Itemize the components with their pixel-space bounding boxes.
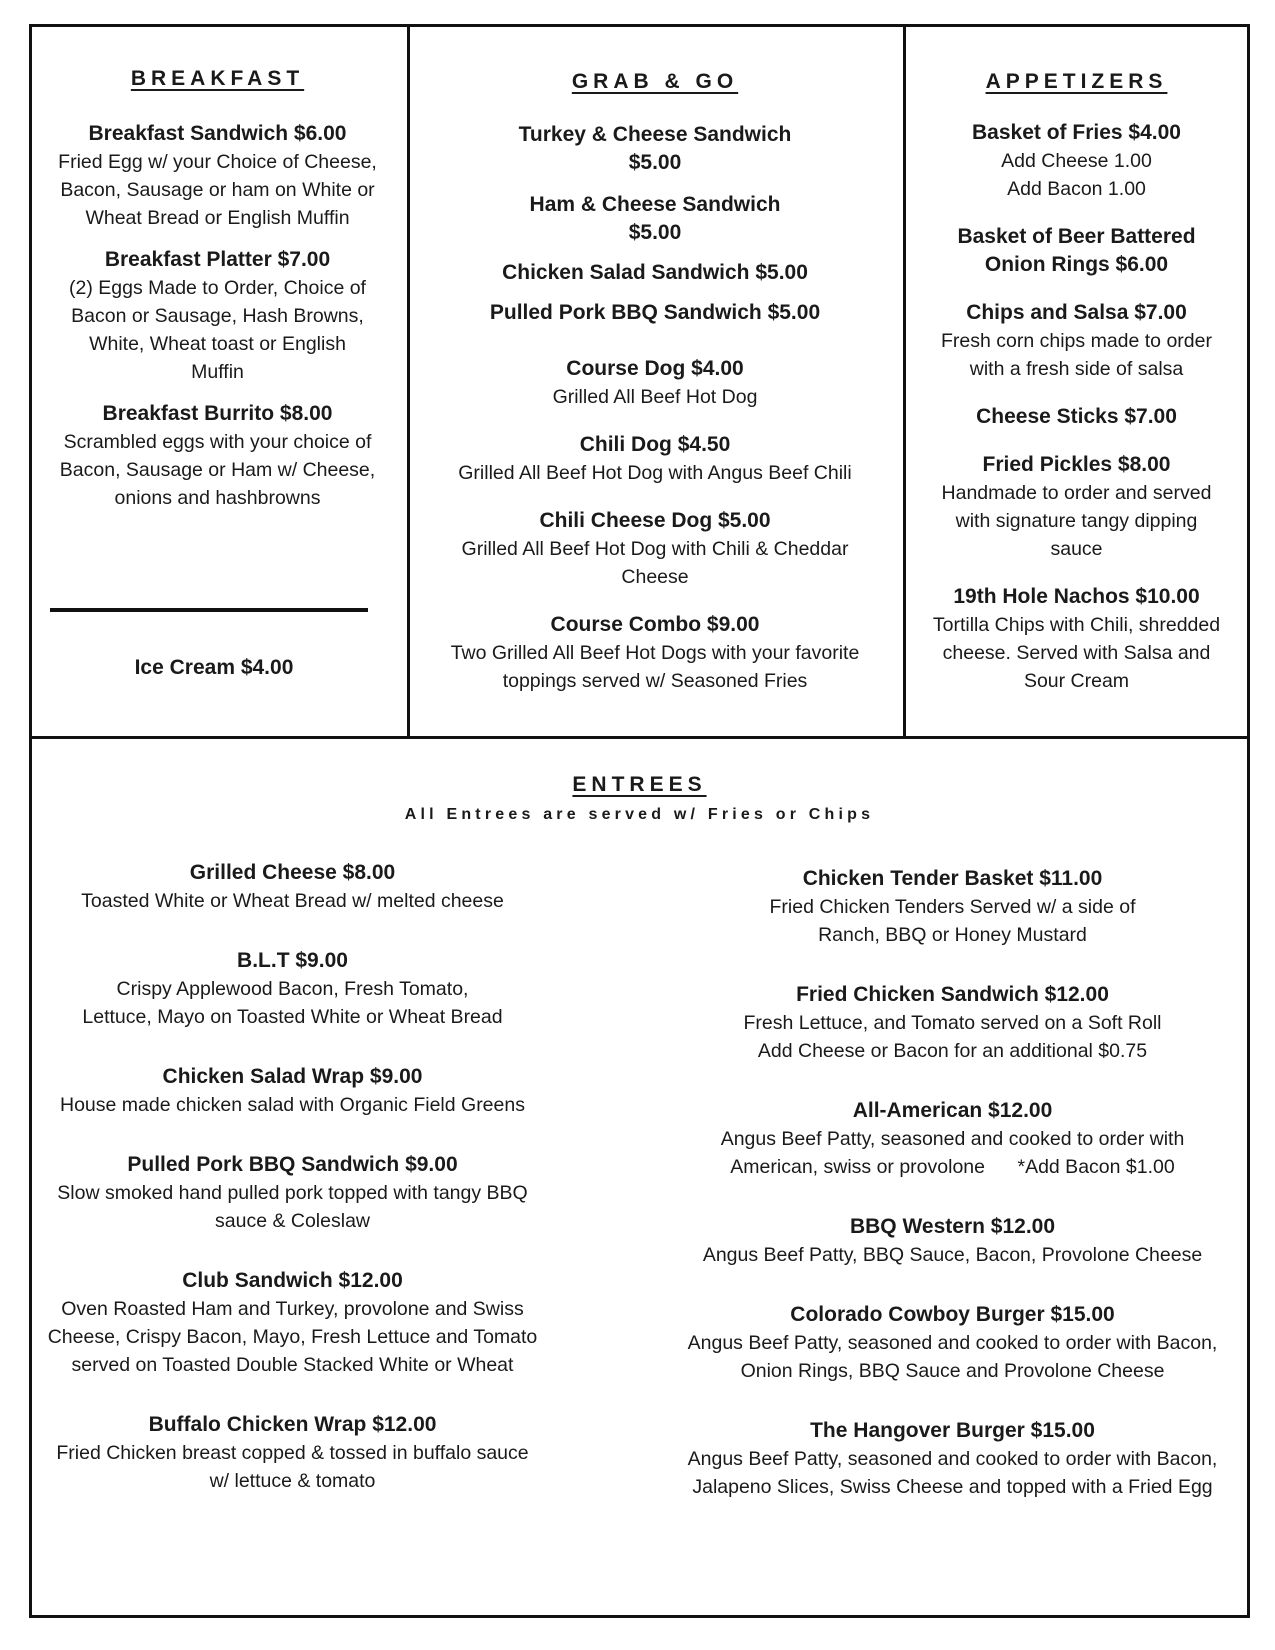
- item-name: 19th Hole Nachos $10.00: [953, 585, 1200, 608]
- grab-and-go-heading: GRAB & GO: [571, 70, 739, 93]
- menu-item: [660, 1213, 1245, 1269]
- item-desc-line: Jalapeno Slices, Swiss Cheese and topped with a Fried Egg: [692, 1476, 1213, 1498]
- item-name: The Hangover Burger $15.00: [810, 1419, 1095, 1442]
- item-desc-line: Wheat Bread or English Muffin: [85, 207, 350, 229]
- item-desc-line: Oven Roasted Ham and Turkey, provolone and Swiss: [61, 1298, 524, 1320]
- item-name: Chicken Salad Sandwich $5.00: [502, 261, 808, 284]
- item-desc-line: sauce & Coleslaw: [215, 1210, 370, 1232]
- item-desc-line: (2) Eggs Made to Order, Choice of: [69, 277, 366, 299]
- item-name: Buffalo Chicken Wrap $12.00: [148, 1413, 437, 1436]
- item-name: Course Dog $4.00: [566, 357, 744, 380]
- column-divider-right: [903, 24, 906, 739]
- item-desc-line: with a fresh side of salsa: [969, 358, 1184, 380]
- item-desc-line: Angus Beef Patty, seasoned and cooked to order with: [720, 1128, 1185, 1150]
- item-desc-line: Fried Egg w/ your Choice of Cheese,: [58, 151, 377, 173]
- item-desc-line: Lettuce, Mayo on Toasted White or Wheat Bread: [82, 1006, 503, 1028]
- item-name: Cheese Sticks $7.00: [976, 405, 1177, 428]
- menu-item: [413, 299, 897, 327]
- item-name: All-American $12.00: [852, 1099, 1053, 1122]
- item-desc-line: onions and hashbrowns: [114, 487, 321, 509]
- menu-item: [413, 121, 897, 177]
- item-desc-line: cheese. Served with Salsa and: [942, 642, 1211, 664]
- item-name: Chips and Salsa $7.00: [966, 301, 1187, 324]
- item-name: Grilled Cheese $8.00: [189, 861, 396, 884]
- menu-item: [35, 1151, 550, 1235]
- item-desc-line: Toasted White or Wheat Bread w/ melted cheese: [81, 890, 504, 912]
- item-desc-line: toppings served w/ Seasoned Fries: [502, 670, 808, 692]
- item-name: Chili Dog $4.50: [579, 433, 731, 456]
- ice-cream-item: Ice Cream $4.00: [134, 656, 294, 679]
- appetizers-heading: APPETIZERS: [985, 70, 1168, 93]
- item-desc-line: Add Cheese or Bacon for an additional $0.75: [757, 1040, 1148, 1062]
- item-price: $5.00: [628, 151, 682, 174]
- item-desc-line: Tortilla Chips with Chili, shredded: [932, 614, 1221, 636]
- menu-item: [660, 1301, 1245, 1385]
- entrees-heading: ENTREES: [572, 773, 707, 796]
- item-name: Ham & Cheese Sandwich: [529, 193, 781, 216]
- menu-item: [413, 191, 897, 247]
- menu-item: [413, 507, 897, 591]
- menu-item: [35, 1267, 550, 1379]
- entrees-header: [29, 772, 1250, 826]
- entrees-right-column: [660, 865, 1245, 1533]
- item-name: Colorado Cowboy Burger $15.00: [790, 1303, 1115, 1326]
- item-desc-line: Angus Beef Patty, BBQ Sauce, Bacon, Provolone Cheese: [702, 1244, 1203, 1266]
- menu-item: [35, 859, 550, 915]
- menu-item: [660, 1097, 1245, 1181]
- menu-item: [35, 400, 400, 512]
- item-desc-line: Muffin: [191, 361, 244, 383]
- menu-item: [660, 1417, 1245, 1501]
- item-desc-line: w/ lettuce & tomato: [209, 1470, 376, 1492]
- menu-item: [909, 299, 1244, 383]
- item-desc-line: Add Bacon 1.00: [1007, 178, 1146, 200]
- menu-item: [413, 431, 897, 487]
- item-desc-line: Fresh Lettuce, and Tomato served on a Soft Roll: [743, 1012, 1162, 1034]
- item-desc-line: Handmade to order and served: [941, 482, 1212, 504]
- item-name: Breakfast Platter $7.00: [104, 248, 331, 271]
- breakfast-section: [35, 66, 400, 526]
- item-name: Fried Pickles $8.00: [982, 453, 1171, 476]
- item-desc-line: Ranch, BBQ or Honey Mustard: [818, 924, 1087, 946]
- menu-item: [35, 120, 400, 232]
- grab-and-go-section: [413, 69, 897, 709]
- item-desc-line: Angus Beef Patty, seasoned and cooked to order with Bacon,: [687, 1448, 1218, 1470]
- item-desc-line: White, Wheat toast or English: [89, 333, 346, 355]
- menu-item: [35, 1411, 550, 1495]
- item-name: Breakfast Burrito $8.00: [102, 402, 333, 425]
- item-desc-line: Slow smoked hand pulled pork topped with tangy BBQ: [57, 1182, 528, 1204]
- item-name: Basket of Fries $4.00: [972, 121, 1181, 144]
- item-desc-line: Angus Beef Patty, seasoned and cooked to order with Bacon,: [687, 1332, 1218, 1354]
- item-desc-line: Grilled All Beef Hot Dog with Chili & Cheddar: [461, 538, 849, 560]
- item-name: Turkey & Cheese Sandwich: [518, 123, 792, 146]
- item-desc-line: Onion Rings, BBQ Sauce and Provolone Cheese: [740, 1360, 1165, 1382]
- item-desc-line: Bacon, Sausage or ham on White or: [60, 179, 375, 201]
- item-name: Basket of Beer Battered: [957, 225, 1196, 248]
- item-name: Course Combo $9.00: [550, 613, 760, 636]
- menu-item: [909, 403, 1244, 431]
- item-desc-line: Bacon, Sausage or Ham w/ Cheese,: [59, 459, 376, 481]
- item-desc-line: Sour Cream: [1023, 670, 1130, 692]
- item-name: Pulled Pork BBQ Sandwich $9.00: [127, 1153, 458, 1176]
- item-desc-line: served on Toasted Double Stacked White or Wheat: [71, 1354, 514, 1376]
- item-desc-line: House made chicken salad with Organic Field Greens: [60, 1094, 525, 1116]
- item-desc-line: Fried Chicken Tenders Served w/ a side of: [769, 896, 1136, 918]
- menu-item: [413, 355, 897, 411]
- entrees-left-column: [35, 859, 550, 1527]
- item-name: Chili Cheese Dog $5.00: [539, 509, 771, 532]
- item-desc-line: Cheese, Crispy Bacon, Mayo, Fresh Lettuce and Tomato: [47, 1326, 538, 1348]
- menu-item: [35, 1063, 550, 1119]
- menu-item: [35, 947, 550, 1031]
- item-price: $5.00: [628, 221, 682, 244]
- item-desc-line: Crispy Applewood Bacon, Fresh Tomato,: [116, 978, 469, 1000]
- breakfast-heading: BREAKFAST: [130, 67, 305, 90]
- breakfast-divider: [50, 608, 368, 612]
- menu-item: [35, 246, 400, 386]
- menu-item: [909, 119, 1244, 203]
- item-desc-line: Add Cheese 1.00: [1001, 150, 1152, 172]
- entrees-subheading: All Entrees are served w/ Fries or Chips: [404, 806, 875, 823]
- item-name: Chicken Tender Basket $11.00: [802, 867, 1103, 890]
- item-desc-line: Fried Chicken breast copped & tossed in buffalo sauce: [56, 1442, 529, 1464]
- item-desc-line: Cheese: [621, 566, 689, 588]
- item-desc-line: Two Grilled All Beef Hot Dogs with your favorite: [450, 642, 860, 664]
- menu-item: [909, 223, 1244, 279]
- column-divider-left: [407, 24, 410, 739]
- item-name: Breakfast Sandwich $6.00: [88, 122, 347, 145]
- item-name: Chicken Salad Wrap $9.00: [162, 1065, 423, 1088]
- item-name: Pulled Pork BBQ Sandwich $5.00: [489, 301, 821, 324]
- item-desc-line: with signature tangy dipping: [955, 510, 1198, 532]
- item-name: Club Sandwich $12.00: [182, 1269, 403, 1292]
- menu-item: [413, 259, 897, 287]
- item-desc-line: Fresh corn chips made to order: [941, 330, 1212, 352]
- menu-item: [660, 981, 1245, 1065]
- item-desc-line: Grilled All Beef Hot Dog with Angus Beef Chili: [458, 462, 852, 484]
- menu-item: [909, 451, 1244, 563]
- item-desc-line: American, swiss or provolone *Add Bacon $1.00: [730, 1156, 1175, 1178]
- menu-item: [909, 583, 1244, 695]
- item-desc-line: sauce: [1050, 538, 1103, 560]
- item-name: Fried Chicken Sandwich $12.00: [796, 983, 1109, 1006]
- appetizers-section: [909, 69, 1244, 709]
- item-name: BBQ Western $12.00: [849, 1215, 1056, 1238]
- item-desc-line: Grilled All Beef Hot Dog: [552, 386, 758, 408]
- menu-item: [660, 865, 1245, 949]
- item-desc-line: Scrambled eggs with your choice of: [63, 431, 372, 453]
- item-name: B.L.T $9.00: [237, 949, 348, 972]
- item-desc-line: Bacon or Sausage, Hash Browns,: [71, 305, 364, 327]
- menu-item: [413, 611, 897, 695]
- item-name: Onion Rings $6.00: [984, 253, 1169, 276]
